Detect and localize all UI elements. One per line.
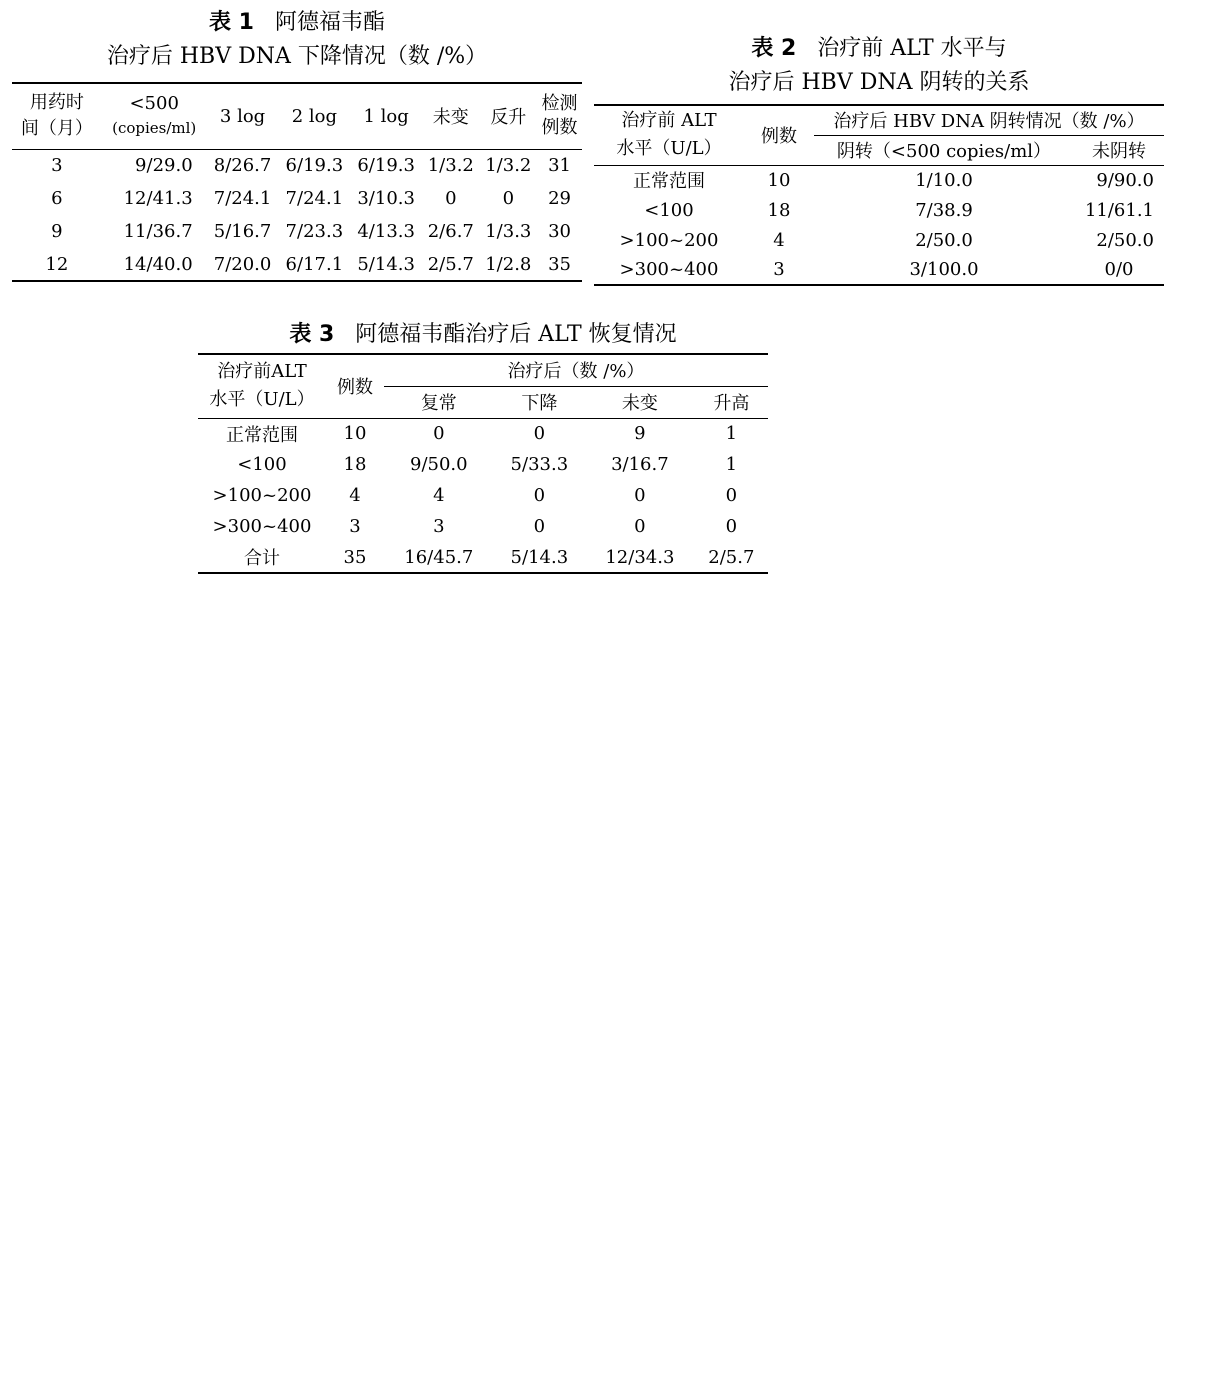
table3-header-unchanged: 未变 — [621, 393, 658, 414]
table-cell: 4/13.3 — [357, 221, 415, 242]
table-cell: 2/6.7 — [427, 221, 474, 242]
table3-title-text: 阿德福韦酯治疗后 ALT 恢复情况 — [355, 322, 677, 347]
table-cell: 0 — [502, 188, 515, 209]
table-cell: 5/16.7 — [213, 221, 272, 242]
table-cell: 5/14.3 — [357, 253, 415, 275]
table-cell: 0 — [634, 516, 646, 537]
table-row — [12, 215, 582, 248]
table-cell: 4 — [433, 485, 445, 506]
table3-header-decreased: 下降 — [521, 393, 558, 414]
table-cell: 0 — [533, 485, 546, 506]
table-cell: <100 — [644, 199, 694, 221]
table-row — [594, 255, 1164, 285]
table-cell: 0/0 — [1104, 259, 1134, 280]
table-cell: 正常范围 — [633, 171, 705, 193]
table-cell: 12/34.3 — [605, 546, 675, 568]
table-cell: 0 — [533, 516, 546, 537]
table-cell: 7/38.9 — [915, 199, 973, 221]
table-cell: >100~200 — [212, 485, 312, 506]
table-cell: >300~400 — [619, 259, 719, 280]
table-cell: 2/5.7 — [708, 546, 755, 568]
table1 — [12, 82, 582, 282]
table-cell: 正常范围 — [226, 424, 298, 446]
table-cell: 7/23.3 — [285, 221, 344, 242]
table-cell: 4 — [773, 229, 785, 251]
table1-header-lt500-line2: (copies/ml) — [112, 119, 197, 138]
table1-header-tested — [537, 83, 582, 149]
table-row-total — [198, 542, 768, 573]
table-cell: 6 — [51, 188, 63, 209]
table1-header-time — [12, 83, 102, 149]
table-cell: 3 — [349, 516, 361, 537]
table-cell: 2/5.7 — [427, 253, 474, 275]
table-cell: 16/45.7 — [404, 546, 474, 568]
table-cell: 1 — [725, 423, 738, 445]
table-cell: 1/3.3 — [485, 221, 532, 242]
table-cell: 9/29.0 — [135, 155, 193, 177]
table1-title-text: 阿德福韦酯 — [274, 10, 385, 35]
table-cell: 3/100.0 — [909, 259, 979, 280]
table-cell: 7/24.1 — [285, 188, 344, 209]
table-cell: 9 — [51, 221, 63, 242]
table1-title — [12, 6, 582, 74]
table-row — [594, 165, 1164, 195]
table1-header-2log: 2 log — [291, 105, 337, 127]
table-cell: 11/36.7 — [123, 221, 193, 242]
table-row — [594, 195, 1164, 225]
table3-header-alt-line2: 水平（U/L） — [209, 389, 315, 411]
table3-header-increased: 升高 — [713, 393, 750, 414]
table-cell: 35 — [343, 546, 367, 568]
table-row — [12, 248, 582, 281]
table-cell: 18 — [343, 454, 367, 475]
table2-header-cases: 例数 — [744, 105, 814, 165]
table1-header-lt500 — [102, 83, 207, 149]
table-cell: 6/17.1 — [285, 253, 344, 275]
table-cell: 18 — [767, 199, 791, 221]
table-cell: 31 — [548, 155, 571, 177]
table-cell: 30 — [548, 221, 571, 242]
table-row — [12, 182, 582, 215]
table2-header-alt-line2: 水平（U/L） — [616, 138, 722, 160]
table1-header-rebound: 反升 — [490, 107, 527, 129]
table1-header-tested-line1: 检测 — [541, 93, 578, 115]
table2-header-alt-line1: 治疗前 ALT — [621, 110, 717, 132]
table-cell: 5/33.3 — [510, 454, 569, 475]
table-cell: >300~400 — [212, 516, 312, 537]
table3-header-alt — [198, 354, 326, 418]
table3-header-normal: 复常 — [420, 393, 457, 414]
table-row — [12, 149, 582, 182]
table-cell: 6/19.3 — [285, 155, 344, 177]
table1-label: 表 1 — [209, 10, 254, 35]
table-cell: 1 — [725, 454, 738, 475]
table3-title — [198, 318, 768, 352]
table-cell: 10 — [767, 169, 791, 191]
table-cell: 1/3.2 — [485, 155, 532, 177]
table-cell: 8/26.7 — [213, 155, 272, 177]
table-cell: 9/90.0 — [1096, 169, 1154, 191]
table1-subtitle: 治疗后 HBV DNA 下降情况（数 /%） — [106, 44, 488, 69]
table1-header-lt500-line1: <500 — [129, 93, 179, 115]
table2-title-line1: 治疗前 ALT 水平与 — [817, 36, 1007, 61]
table-cell: 14/40.0 — [123, 253, 193, 275]
table-cell: 4 — [349, 485, 361, 506]
table-cell: 7/24.1 — [213, 188, 272, 209]
table2-label: 表 2 — [751, 36, 797, 61]
table-cell: 3 — [773, 259, 785, 280]
table-cell: 10 — [343, 423, 367, 445]
table3-label: 表 3 — [289, 322, 335, 347]
table3 — [198, 353, 768, 574]
table-cell: 2/50.0 — [1096, 229, 1154, 251]
table-row — [198, 480, 768, 511]
table-cell: 11/61.1 — [1084, 199, 1154, 221]
table1-header-1log: 1 log — [363, 105, 409, 127]
table2-header-not-negative: 未阴转 — [1092, 141, 1146, 162]
table2-title-line2: 治疗后 HBV DNA 阴转的关系 — [728, 70, 1030, 95]
table2-title — [594, 32, 1164, 100]
table1-header-unchanged: 未变 — [432, 107, 469, 129]
table-cell: <100 — [237, 454, 287, 475]
table-cell: 1/10.0 — [915, 169, 973, 191]
table-cell: 9 — [634, 423, 646, 445]
table2-header-group: 治疗后 HBV DNA 阴转情况（数 /%） — [814, 105, 1164, 135]
table2-header-negative: 阴转（<500 copies/ml） — [836, 141, 1052, 162]
table-cell: 3/10.3 — [357, 188, 415, 209]
table3-header-cases: 例数 — [326, 354, 384, 418]
table3-header-group: 治疗后（数 /%） — [384, 354, 768, 386]
table-cell: 1/2.8 — [485, 253, 532, 275]
table-cell: 合计 — [244, 548, 280, 569]
table-cell: 7/20.0 — [213, 253, 272, 275]
table-cell: 0 — [433, 423, 445, 445]
table-cell: 35 — [548, 253, 571, 275]
table-cell: 0 — [445, 188, 457, 209]
table-cell: 3 — [433, 516, 445, 537]
table3-header-alt-line1: 治疗前ALT — [217, 361, 307, 383]
table-row — [198, 449, 768, 480]
table1-header-3log: 3 log — [219, 105, 266, 127]
table-row — [198, 418, 768, 449]
table-cell: 1/3.2 — [427, 155, 474, 177]
table-cell: 9/50.0 — [410, 454, 468, 475]
table-cell: 29 — [548, 188, 571, 209]
table-cell: 12 — [45, 253, 69, 275]
table-cell: 3 — [51, 155, 63, 177]
table-cell: >100~200 — [619, 229, 719, 251]
table-cell: 0 — [725, 516, 738, 537]
table-cell: 2/50.0 — [915, 229, 973, 251]
table2 — [594, 104, 1164, 286]
table-cell: 3/16.7 — [611, 454, 669, 475]
table1-header-tested-line2: 例数 — [541, 117, 578, 139]
table-cell: 5/14.3 — [510, 546, 569, 568]
table2-header-alt — [594, 105, 744, 165]
table-row — [198, 511, 768, 542]
table-cell: 0 — [533, 423, 546, 445]
table-cell: 6/19.3 — [357, 155, 415, 177]
table1-header-time-line1: 用药时 — [29, 92, 84, 114]
table-cell: 12/41.3 — [123, 188, 193, 209]
table-cell: 0 — [725, 485, 738, 506]
table1-header-time-line2: 间（月） — [20, 118, 93, 140]
table-cell: 0 — [634, 485, 646, 506]
table-row — [594, 225, 1164, 255]
